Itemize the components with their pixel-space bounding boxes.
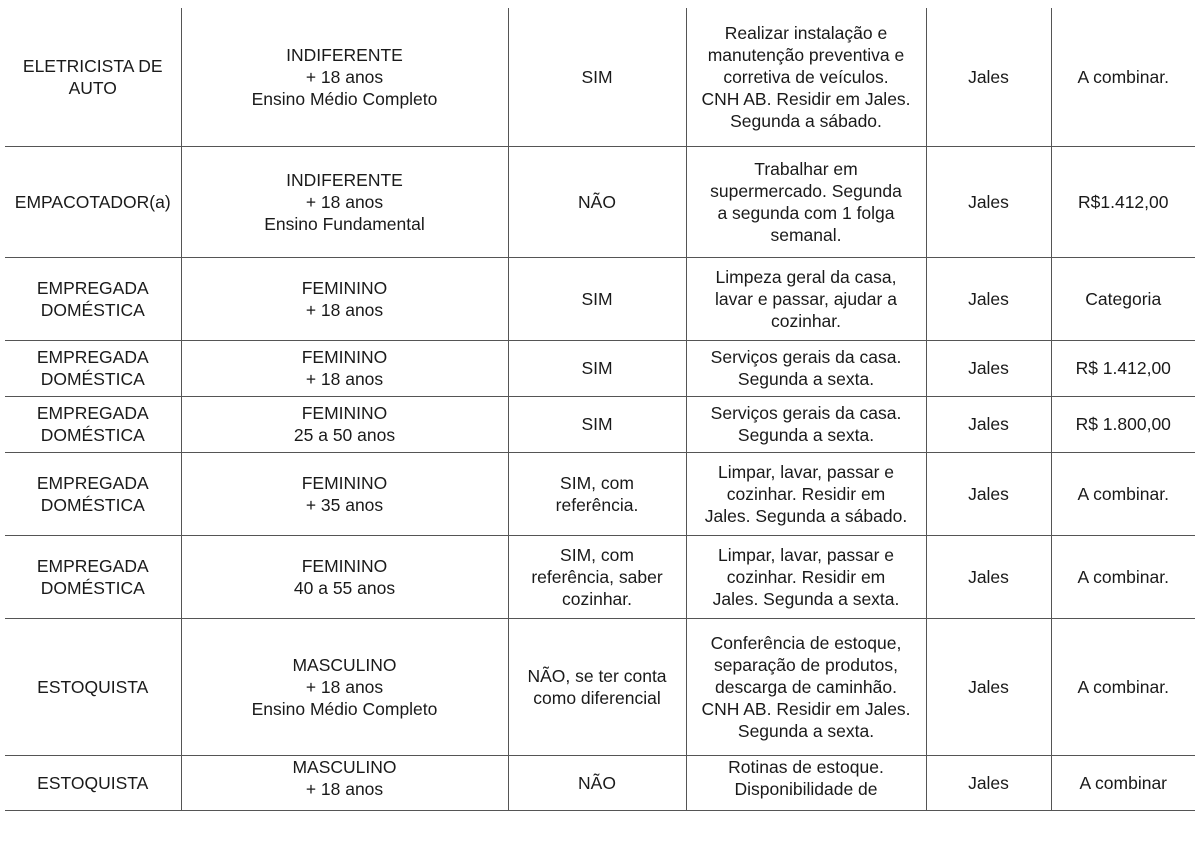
cell-line: 40 a 55 anos [293,577,396,598]
activities-cell [686,755,926,810]
cell-line: DOMÉSTICA [40,577,145,598]
cell-line: FEMININO [301,347,388,367]
cell-line: Disponibilidade de [734,778,878,799]
cell-line: Serviços gerais da casa. [710,347,902,367]
cell-line: DOMÉSTICA [40,425,145,445]
cell-line: como diferencial [533,687,661,708]
cell-line: corretiva de veículos. [723,66,889,87]
cell-line: SIM [581,358,613,378]
experience-cell [508,755,686,810]
cell-line: 25 a 50 anos [293,425,396,445]
cell-line: manutenção preventiva e [707,44,905,65]
requirements-cell [181,618,508,755]
experience-cell [508,452,686,535]
salary-cell: A combinar. [1051,535,1195,618]
cell-line: Jales. Segunda a sábado. [704,505,908,526]
cell-line: Conferência de estoque, [710,632,902,653]
table-row [5,146,1195,257]
requirements-cell [181,755,508,810]
salary-cell: A combinar. [1051,8,1195,146]
job-title-cell [5,755,181,810]
cell-line: FEMININO [301,403,388,423]
cell-line: EMPREGADA [36,472,149,493]
cell-line: + 18 anos [305,676,384,697]
cell-line: SIM [581,414,613,434]
cell-line: a segunda com 1 folga [717,202,895,223]
cell-line: Realizar instalação e [724,22,888,43]
cell-line: ELETRICISTA DE [22,55,163,76]
cell-line: + 35 anos [305,494,384,515]
cell-line: cozinhar. Residir em [726,566,886,587]
activities-cell [686,535,926,618]
city-cell: Jales [926,535,1051,618]
cell-line: Segunda a sábado. [730,110,882,131]
cell-line: AUTO [68,77,117,98]
activities-cell [686,8,926,146]
cell-line: cozinhar. [561,588,633,609]
table-row [5,535,1195,618]
job-listings-table [5,8,1195,811]
cell-line: INDIFERENTE [286,169,403,190]
cell-line: EMPREGADA [36,555,149,576]
cell-line: DOMÉSTICA [40,299,145,320]
cell-line: + 18 anos [305,191,384,212]
salary-cell: R$1.412,00 [1051,146,1195,257]
experience-cell [508,340,686,396]
cell-line: EMPACOTADOR(a) [14,191,171,212]
cell-line: referência. [555,494,639,515]
salary-cell: R$ 1.800,00 [1051,396,1195,452]
requirements-cell [181,8,508,146]
city-cell: Jales [926,8,1051,146]
cell-line: SIM, com [560,544,634,565]
cell-line: Limpar, lavar, passar e [717,461,895,482]
experience-cell [508,618,686,755]
job-title-cell [5,8,181,146]
job-title-cell [5,146,181,257]
city-cell: Jales [926,396,1051,452]
experience-cell [508,396,686,452]
requirements-cell [181,452,508,535]
cell-line: Serviços gerais da casa. [710,403,902,423]
cell-line: cozinhar. Residir em [726,483,886,504]
salary-cell: A combinar. [1051,618,1195,755]
experience-cell [508,8,686,146]
cell-line: Segunda a sexta. [737,720,875,741]
cell-line: SIM [581,288,613,309]
city-cell: Jales [926,755,1051,810]
cell-line: Segunda a sexta. [737,425,875,445]
activities-cell [686,396,926,452]
cell-line: Limpeza geral da casa, [715,266,897,287]
city-cell: Jales [926,452,1051,535]
city-cell: Jales [926,257,1051,340]
cell-line: supermercado. Segunda [710,180,902,201]
salary-cell: A combinar [1051,755,1195,810]
cell-line: CNH AB. Residir em Jales. [701,698,911,719]
activities-cell [686,340,926,396]
cell-line: referência, saber [531,566,663,587]
city-cell: Jales [926,618,1051,755]
cell-line: EMPREGADA [36,403,149,423]
cell-line: NÃO [578,772,616,793]
job-title-cell [5,452,181,535]
cell-line: Ensino Médio Completo [251,698,438,719]
requirements-cell [181,146,508,257]
experience-cell [508,257,686,340]
salary-cell: A combinar. [1051,452,1195,535]
cell-line: Trabalhar em [754,158,858,179]
cell-line: lavar e passar, ajudar a [715,288,897,309]
cell-line: FEMININO [301,277,388,298]
table-row [5,340,1195,396]
job-title-cell [5,535,181,618]
table-row [5,618,1195,755]
requirements-cell [181,257,508,340]
cell-line: Ensino Médio Completo [251,88,438,109]
table-row [5,257,1195,340]
cell-line: Ensino Fundamental [264,213,425,234]
table-row [5,8,1195,146]
cell-line: NÃO [578,191,616,212]
city-cell: Jales [926,340,1051,396]
job-title-cell [5,396,181,452]
cell-line: + 18 anos [305,369,384,389]
cell-line: Jales. Segunda a sexta. [712,588,900,609]
cell-line: + 18 anos [305,66,384,87]
activities-cell [686,146,926,257]
job-title-cell [5,618,181,755]
salary-cell: Categoria [1051,257,1195,340]
job-listings-body [5,8,1195,810]
experience-cell [508,535,686,618]
requirements-cell [181,340,508,396]
experience-cell [508,146,686,257]
cell-line: DOMÉSTICA [40,494,145,515]
activities-cell [686,452,926,535]
cell-line: ESTOQUISTA [37,676,149,697]
salary-cell: R$ 1.412,00 [1051,340,1195,396]
job-title-cell [5,340,181,396]
city-cell: Jales [926,146,1051,257]
cell-line: EMPREGADA [36,347,149,367]
activities-cell [686,618,926,755]
cell-line: DOMÉSTICA [40,369,145,389]
cell-line: SIM, com [560,472,634,493]
cell-line: ESTOQUISTA [37,772,149,793]
table-row [5,452,1195,535]
cell-line: + 18 anos [305,778,384,799]
cell-line: CNH AB. Residir em Jales. [701,88,911,109]
cell-line: SIM [581,66,613,87]
cell-line: descarga de caminhão. [715,676,897,697]
cell-line: separação de produtos, [714,654,898,675]
cell-line: Rotinas de estoque. [728,756,884,777]
activities-cell [686,257,926,340]
cell-line: EMPREGADA [36,277,149,298]
cell-line: MASCULINO [292,756,397,777]
cell-line: FEMININO [301,472,388,493]
cell-line: INDIFERENTE [286,44,403,65]
cell-line: semanal. [770,224,842,245]
job-title-cell [5,257,181,340]
cell-line: Limpar, lavar, passar e [717,544,895,565]
cell-line: Segunda a sexta. [737,369,875,389]
table-row [5,755,1195,810]
cell-line: FEMININO [301,555,388,576]
cell-line: cozinhar. [770,310,842,331]
cell-line: NÃO, se ter conta [527,665,667,686]
requirements-cell [181,535,508,618]
table-row [5,396,1195,452]
requirements-cell [181,396,508,452]
cell-line: + 18 anos [305,299,384,320]
cell-line: MASCULINO [292,654,397,675]
